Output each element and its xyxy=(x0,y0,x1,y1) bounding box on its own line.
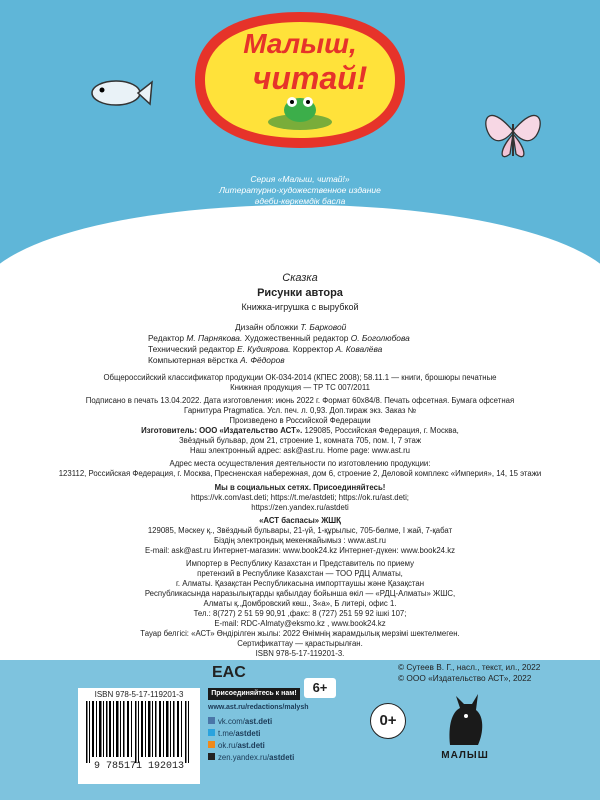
join-banner: Присоединяйтесь к нам! xyxy=(208,688,300,700)
social-vk[interactable]: vk.com/ast.deti xyxy=(208,716,294,728)
brand-label: МАЛЫШ xyxy=(441,750,489,761)
importer-5: Алматы қ.,Домбровский көш., 3«а», Б литері, офис 1. xyxy=(203,599,397,608)
importer-6: Тел.: 8(727) 2 51 59 90,91 ,факс: 8 (727) 251 59 92 ішкі 107; xyxy=(193,609,407,618)
vk-icon xyxy=(208,717,215,724)
series-kind-ru: Литературно-художественное издание xyxy=(219,185,381,195)
cat-silhouette-icon xyxy=(430,690,500,750)
importer-3: г. Алматы. Қазақстан Республикасына импорттаушы және Қазақстан xyxy=(175,579,425,588)
promo-block xyxy=(208,664,328,784)
barcode-bars xyxy=(78,699,200,765)
audience: Для дошкольного возраста xyxy=(236,214,364,224)
maker-contact: Наш электронный адрес: ask@ast.ru. Home page: www.ast.ru xyxy=(190,446,410,455)
social-links-2[interactable]: https://zen.yandex.ru/astdeti xyxy=(251,503,349,512)
credit-editors: Редактор М. Парнякова. Художественный редактор О. Боголюбова xyxy=(148,333,410,343)
signed-line: Подписано в печать 13.04.2022. Дата изготовления: июнь 2022 г. Формат 60x84/8. Печать офсетная. Бумага офсетная xyxy=(85,396,515,405)
book-type: Книжка-игрушка с вырубкой xyxy=(241,302,359,312)
promo-site[interactable]: www.ast.ru/redactions/malysh xyxy=(208,704,309,711)
social-links[interactable]: https://vk.com/ast.deti; https://t.me/astdeti; https://ok.ru/ast.deti; xyxy=(191,493,409,502)
importer-1: Импортер в Республику Казахстан и Представитель по приему xyxy=(186,559,414,568)
eac-mark: EAC xyxy=(212,664,246,681)
maker-addr: Звёздный бульвар, дом 21, строение 1, комната 705, пом. I, 7 этаж xyxy=(178,436,422,445)
isbn-line: ISBN 978-5-17-119201-3. xyxy=(255,649,345,658)
social-title: Мы в социальных сетях. Присоединяйтесь! xyxy=(214,483,386,492)
series-header xyxy=(0,0,600,268)
social-telegram[interactable]: t.me/astdeti xyxy=(208,728,294,740)
age-rating: 0+ xyxy=(370,703,406,739)
tr-line: Книжная продукция — ТР ТС 007/2011 xyxy=(230,383,370,392)
kz-email: E-mail: ask@ast.ru Интернет-магазин: www.book24.kz Интернет-дүкен: www.book24.kz xyxy=(145,546,455,555)
font-line: Гарнитура Pragmatica. Усл. печ. л. 0,93. Доп.тираж экз. Заказ № xyxy=(184,406,416,415)
zen-icon xyxy=(208,753,215,760)
butterfly-icon xyxy=(478,96,548,166)
age-rating-small: 6+ xyxy=(304,678,336,698)
ok-icon xyxy=(208,741,215,748)
series-name: Серия «Малыш, читай!» xyxy=(250,174,350,184)
okp-line: Общероссийский классификатор продукции ОК-034-2014 (КПЕС 2008); 58.11.1 — книги, брошюры печатные xyxy=(103,373,497,382)
logo-top-text: Малыш, xyxy=(243,28,357,59)
kz-title: «АСТ баспасы» ЖШҚ xyxy=(259,516,341,525)
series-logo xyxy=(185,10,415,150)
genre: Сказка xyxy=(282,272,318,284)
fish-icon xyxy=(84,68,154,118)
social-ok[interactable]: ok.ru/ast.deti xyxy=(208,740,294,752)
copyright-publisher: © ООО «Издательство АСТ», 2022 xyxy=(398,673,532,683)
malysh-logo xyxy=(430,690,500,780)
importer-2: претензий в Республике Казахстан — ТОО РДЦ Алматы, xyxy=(197,569,403,578)
book-title: ТРИ КОТЁНКА xyxy=(251,244,349,259)
kz-email-label: Біздің электрондық мекенжайымыз : www.ast.ru xyxy=(214,536,386,545)
cert-line: Сертификаттау — қарастырылған. xyxy=(237,639,363,648)
barcode-isbn: ISBN 978-5-17-119201-3 xyxy=(94,690,184,699)
telegram-icon xyxy=(208,729,215,736)
social-zen[interactable]: zen.yandex.ru/astdeti xyxy=(208,752,294,764)
credit-layout: Компьютерная вёрстка А. Фёдоров xyxy=(148,355,285,365)
maker-line: Изготовитель: ООО «Издательство АСТ». 129085, Российская Федерация, г. Москва, xyxy=(141,426,459,435)
social-list xyxy=(208,716,294,764)
barcode xyxy=(78,688,200,784)
series-kind-kz: әдеби-көркемдік басла xyxy=(254,196,346,206)
logo-bottom-text: читай! xyxy=(252,60,368,96)
barcode-digits: 9 785171 192013 xyxy=(93,761,184,772)
author: Владимир Григорьевич Сутеев xyxy=(192,227,408,242)
made-line: Произведено в Российской Федерации xyxy=(229,416,371,425)
credit-cover: Дизайн обложки Т. Барковой xyxy=(235,322,347,332)
copyright-block xyxy=(398,662,598,684)
site-label: Адрес места осуществления деятельности по изготовлению продукции: xyxy=(169,459,431,468)
importer-7: E-mail: RDC-Almaty@eksmo.kz , www.book24.kz xyxy=(214,619,386,628)
credit-tech: Технический редактор Е. Кудиярова. Корректор А. Ковалёва xyxy=(148,344,383,354)
kz-address: 129085, Мәскеу қ., Звёздный бульвары, 21-үй, 1-құрылыс, 705-бөлме, I жай, 7-қабат xyxy=(147,526,453,535)
illustrations: Рисунки автора xyxy=(257,287,343,299)
trademark-line: Тауар белгісі: «АСТ» Өндірілген жылы: 2022 Өнімнің жарамдылық мерзімі шектелмеген. xyxy=(140,629,460,638)
importer-4: Республикасында наразылықтарды қабылдау бойынша өкіл — «РДЦ-Алматы» ЖШС, xyxy=(144,589,456,598)
site-address: 123112, Российская Федерация, г. Москва, Пресненская набережная, дом 6, строение 2, Деловой комплекс «Империя», 14, 15 этажи xyxy=(58,469,542,478)
copyright-author: © Сутеев В. Г., насл., текст, ил., 2022 xyxy=(398,662,541,672)
